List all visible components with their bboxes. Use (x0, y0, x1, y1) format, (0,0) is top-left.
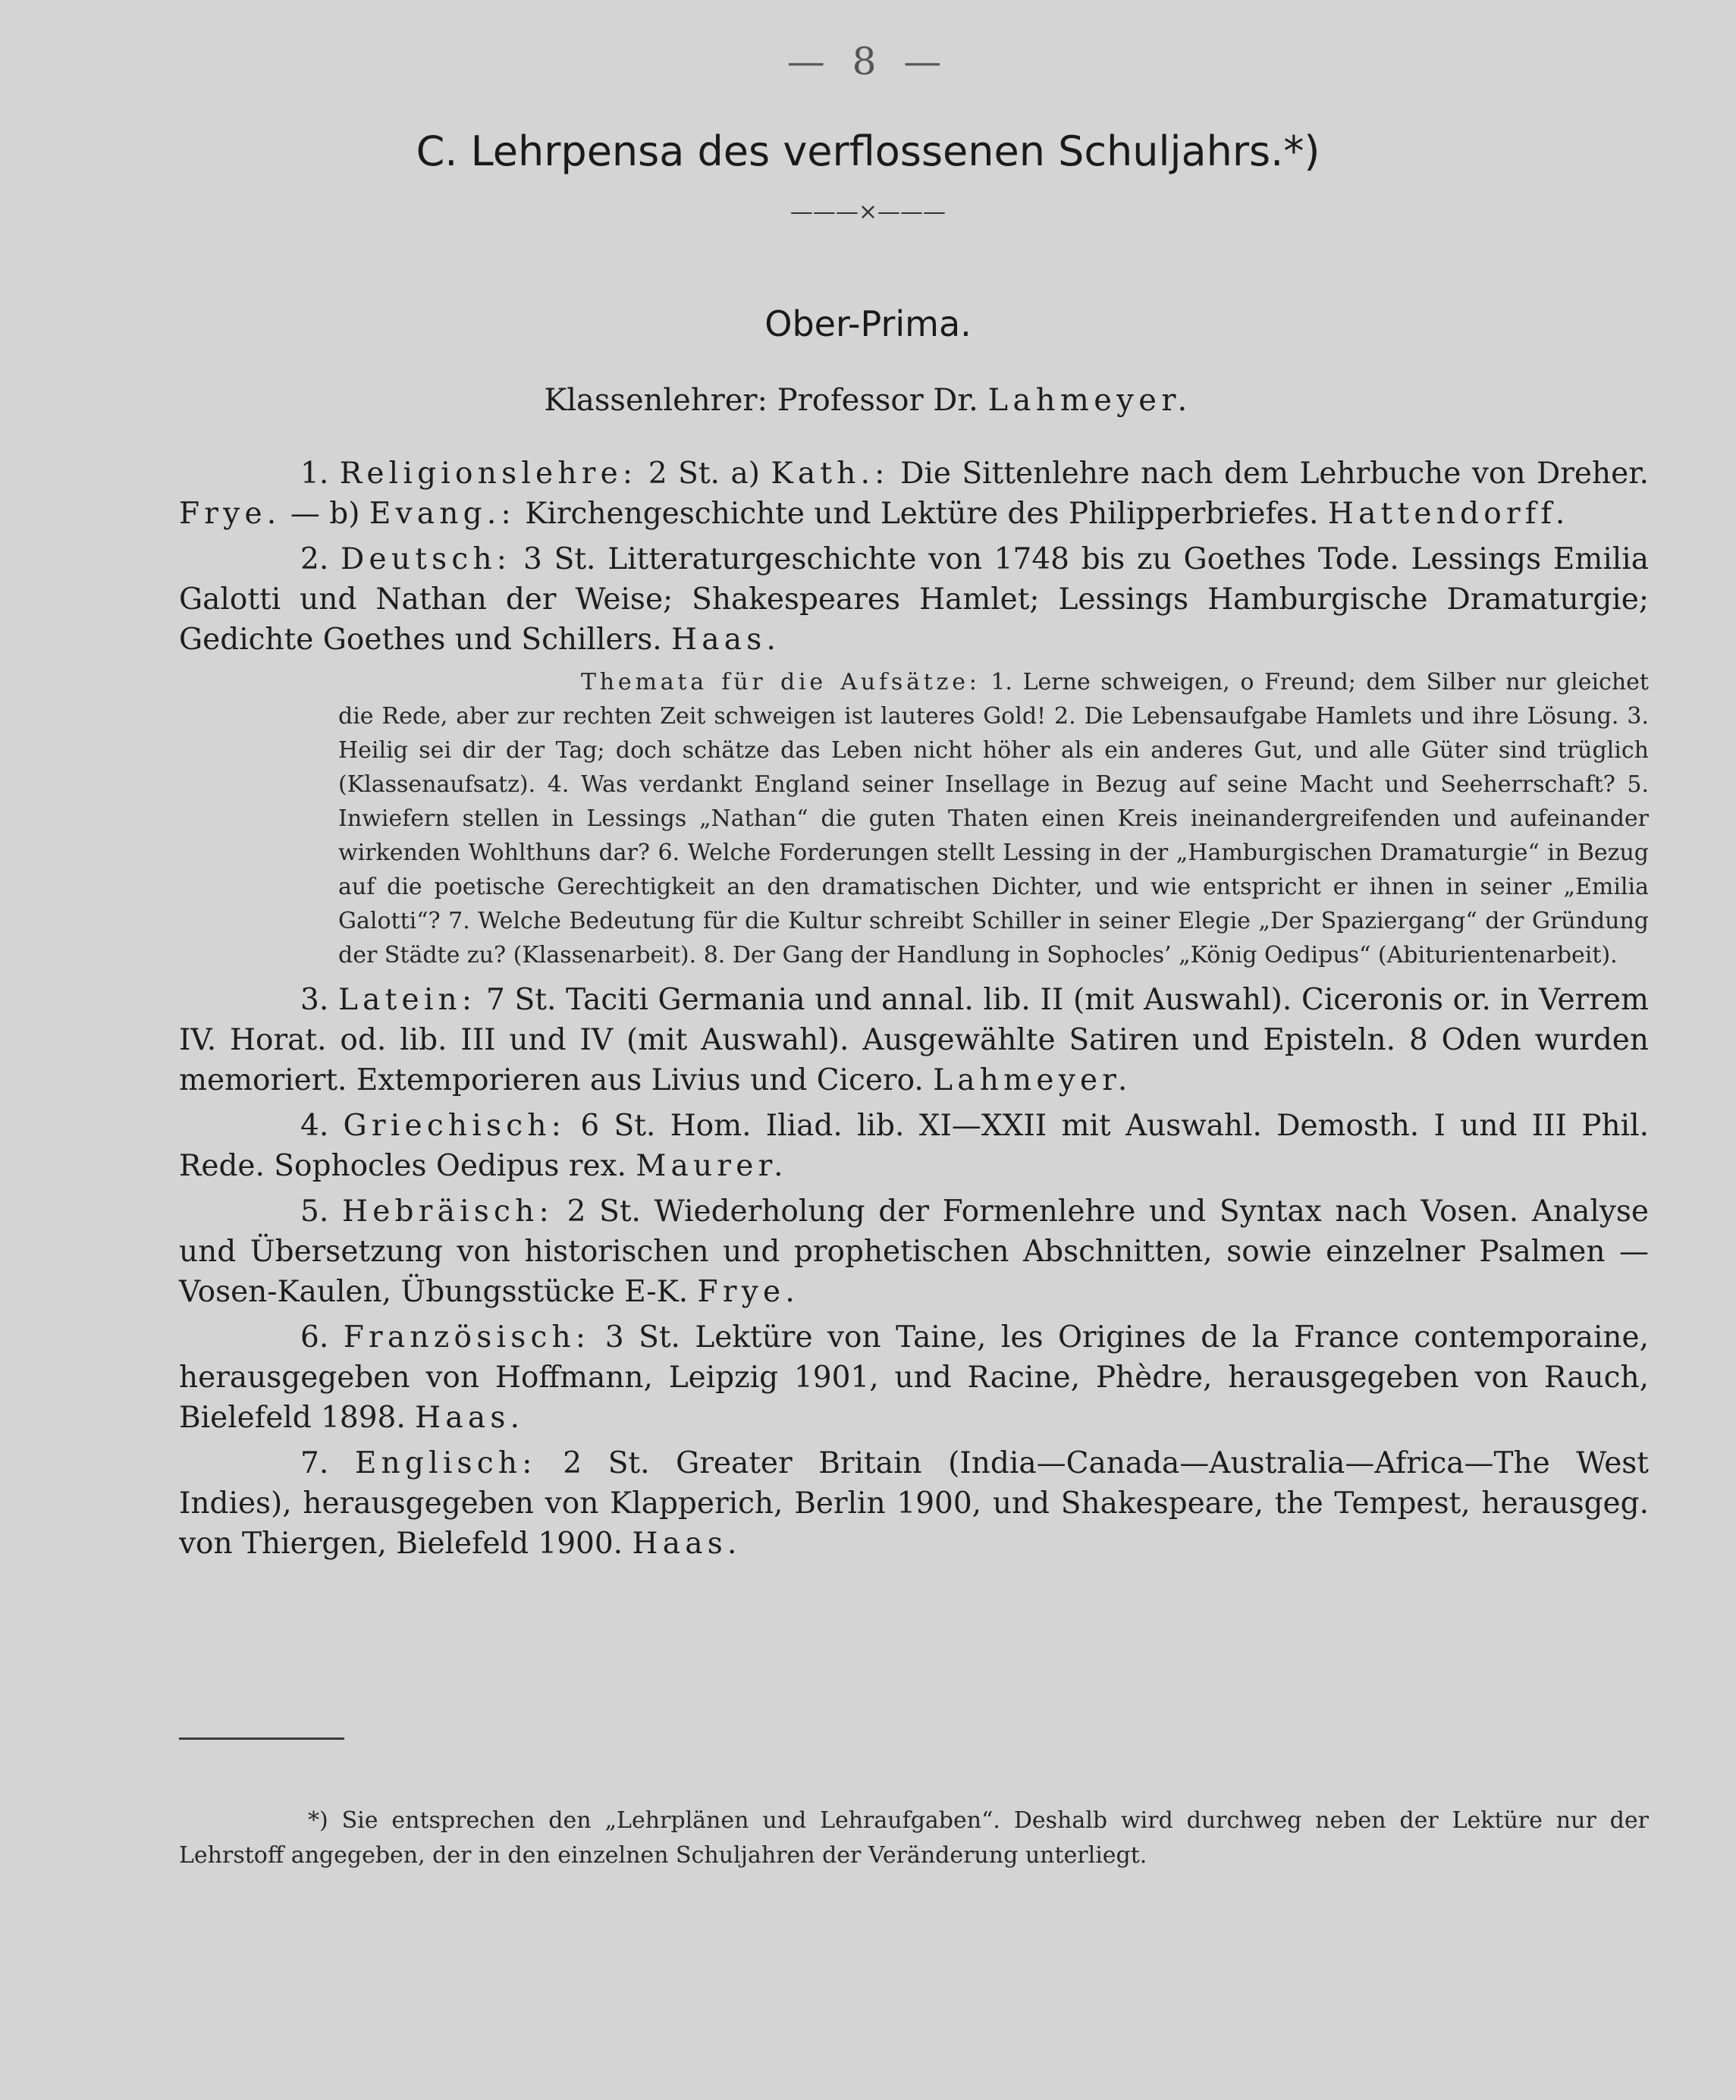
subject-part-a-teacher: Frye. (179, 497, 281, 531)
subject-teacher: Maurer. (636, 1149, 788, 1183)
subject-number: 1. (300, 457, 329, 491)
subject-text: Litteraturgeschichte von 1748 bis zu Goethes Tode. Lessings Emilia Galotti und Nathan der Weise; Shakespeares Hamlet; Lessings Hamburgische Dramaturgie; Gedichte Goethes und Schillers. (179, 542, 1650, 657)
subject-franzoesisch (179, 1317, 1649, 1438)
subject-number: 2. (300, 542, 329, 576)
subject-number: 5. (300, 1194, 329, 1229)
essay-topics (338, 665, 1649, 972)
subject-griechisch (179, 1106, 1649, 1186)
subject-hours: 2 St. (648, 457, 720, 491)
section-heading: C. Lehrpensa des verflossenen Schuljahrs.*) (416, 127, 1320, 175)
essay-topics-text: 1. Lerne schweigen, o Freund; dem Silber nur gleichet die Rede, aber zur rechten Zeit schweigen ist lauteres Gold! 2. Die Lebensaufgabe Hamlets und ihre Lösung. 3. Heilig sei dir der Tag; doch schätze das Leben nicht höher als ein anderes Gut, und alle Güter sind trüglich (Klassenaufsatz). 4. Was verdankt England seiner Insellage in Bezug auf seine Macht und Seeherrschaft? 5. Inwiefern stellen in Lessings „Nathan“ die guten Thaten einen Kreis ineinandergreifenden und aufeinander wirkenden Wohlthuns dar? 6. Welche Forderungen stellt Lessing in der „Hamburgischen Dramaturgie“ in Bezug auf die poetische Gerechtigkeit an den dramatischen Dichter, und wie entspricht er ihnen in seiner „Emilia Galotti“? 7. Welche Bedeutung für die Kultur schreibt Schiller in seiner Elegie „Der Spaziergang“ der Gründung der Städte zu? (Klassenarbeit). 8. Der Gang der Handlung in Sophocles’ „König Oedipus“ (Abiturientenarbeit). (338, 669, 1649, 968)
footnote (179, 1803, 1649, 1873)
subject-teacher: Hattendorff. (1327, 497, 1570, 531)
teacher-label: Klassenlehrer: Professor Dr. (544, 383, 978, 418)
subject-part-a: a) (730, 457, 760, 491)
subject-hours: 7 St. (486, 983, 557, 1017)
subject-name: Französisch: (343, 1320, 591, 1354)
subject-englisch (179, 1443, 1649, 1564)
subject-dash: — (290, 497, 320, 531)
subject-text: Hom. Iliad. lib. XI—XXII mit Auswahl. Demosth. I und III Phil. Rede. Sophocles Oedipus rex. (179, 1109, 1649, 1183)
footnote-rule (179, 1737, 344, 1740)
subject-hours: 3 St. (523, 542, 596, 576)
subject-teacher: Frye. (697, 1275, 799, 1309)
footnote-text: Sie entsprechen den „Lehrplänen und Lehraufgaben“. Deshalb wird durchweg neben der Lektüre nur der Lehrstoff angegeben, der in den einzelnen Schuljahren der Veränderung unterliegt. (179, 1807, 1649, 1869)
subject-number: 6. (300, 1320, 329, 1354)
essay-topics-label: Themata für die Aufsätze: (581, 669, 981, 695)
subject-name: Englisch: (354, 1446, 537, 1480)
subject-name: Hebräisch: (341, 1194, 554, 1229)
class-teacher-line (0, 383, 1736, 418)
subject-hebraeisch (179, 1191, 1649, 1312)
subject-deutsch (179, 539, 1649, 660)
subject-hours: 2 St. (567, 1194, 641, 1229)
subject-religion (179, 454, 1649, 534)
subject-text: Greater Britain (India—Canada—Australia—Africa—The West Indies), herausgegeben von Klapperich, Berlin 1900, und Shakespeare, the Tempest, herausgeg. von Thiergen, Bielefeld 1900. (179, 1446, 1649, 1561)
subject-name: Deutsch: (341, 542, 512, 576)
ornament-divider: ———×——— (790, 199, 946, 225)
teacher-name: Lahmeyer. (987, 383, 1192, 418)
subject-teacher: Haas. (632, 1527, 742, 1561)
subject-part-a-text: Die Sittenlehre nach dem Lehrbuche von Dreher. (900, 457, 1649, 491)
subject-part-b-label: Evang.: (369, 497, 516, 531)
subject-text: Taciti Germania und annal. lib. II (mit Auswahl). Ciceronis or. in Verrem IV. Horat. od. lib. III und IV (mit Auswahl). Ausgewählte Satiren und Episteln. 8 Oden wurden memoriert. Extemporieren aus Livius und Cicero. (179, 983, 1649, 1097)
subjects-body (179, 454, 1649, 1569)
subject-name: Griechisch: (343, 1109, 567, 1143)
footnote-marker: *) (308, 1807, 328, 1834)
subject-name: Latein: (337, 983, 477, 1017)
subject-hours: 3 St. (604, 1320, 680, 1354)
subject-teacher: Haas. (671, 623, 781, 657)
subject-number: 4. (300, 1109, 329, 1143)
class-title: Ober-Prima. (764, 303, 972, 344)
subject-number: 3. (300, 983, 329, 1017)
subject-text: Wiederholung der Formenlehre und Syntax nach Vosen. Analyse und Übersetzung von historischen und prophetischen Abschnitten, sowie einzelner Psalmen — Vosen-Kaulen, Übungsstücke E-K. (179, 1194, 1649, 1309)
subject-latein (179, 980, 1649, 1100)
subject-number: 7. (300, 1446, 329, 1480)
subject-hours: 2 St. (563, 1446, 650, 1480)
subject-teacher: Lahmeyer. (933, 1063, 1132, 1097)
subject-part-a-label: Kath.: (771, 457, 890, 491)
subject-teacher: Haas. (415, 1401, 525, 1435)
subject-name: Religionslehre: (339, 457, 638, 491)
subject-hours: 6 St. (580, 1109, 656, 1143)
subject-text: Lektüre von Taine, les Origines de la France contemporaine, herausgegeben von Hoffmann, Leipzig 1901, und Racine, Phèdre, herausgegeben von Rauch, Bielefeld 1898. (179, 1320, 1650, 1435)
subject-part-b: b) (329, 497, 360, 531)
subject-part-b-text: Kirchengeschichte und Lektüre des Philipperbriefes. (525, 497, 1319, 531)
page-number: — 8 — (786, 39, 950, 83)
